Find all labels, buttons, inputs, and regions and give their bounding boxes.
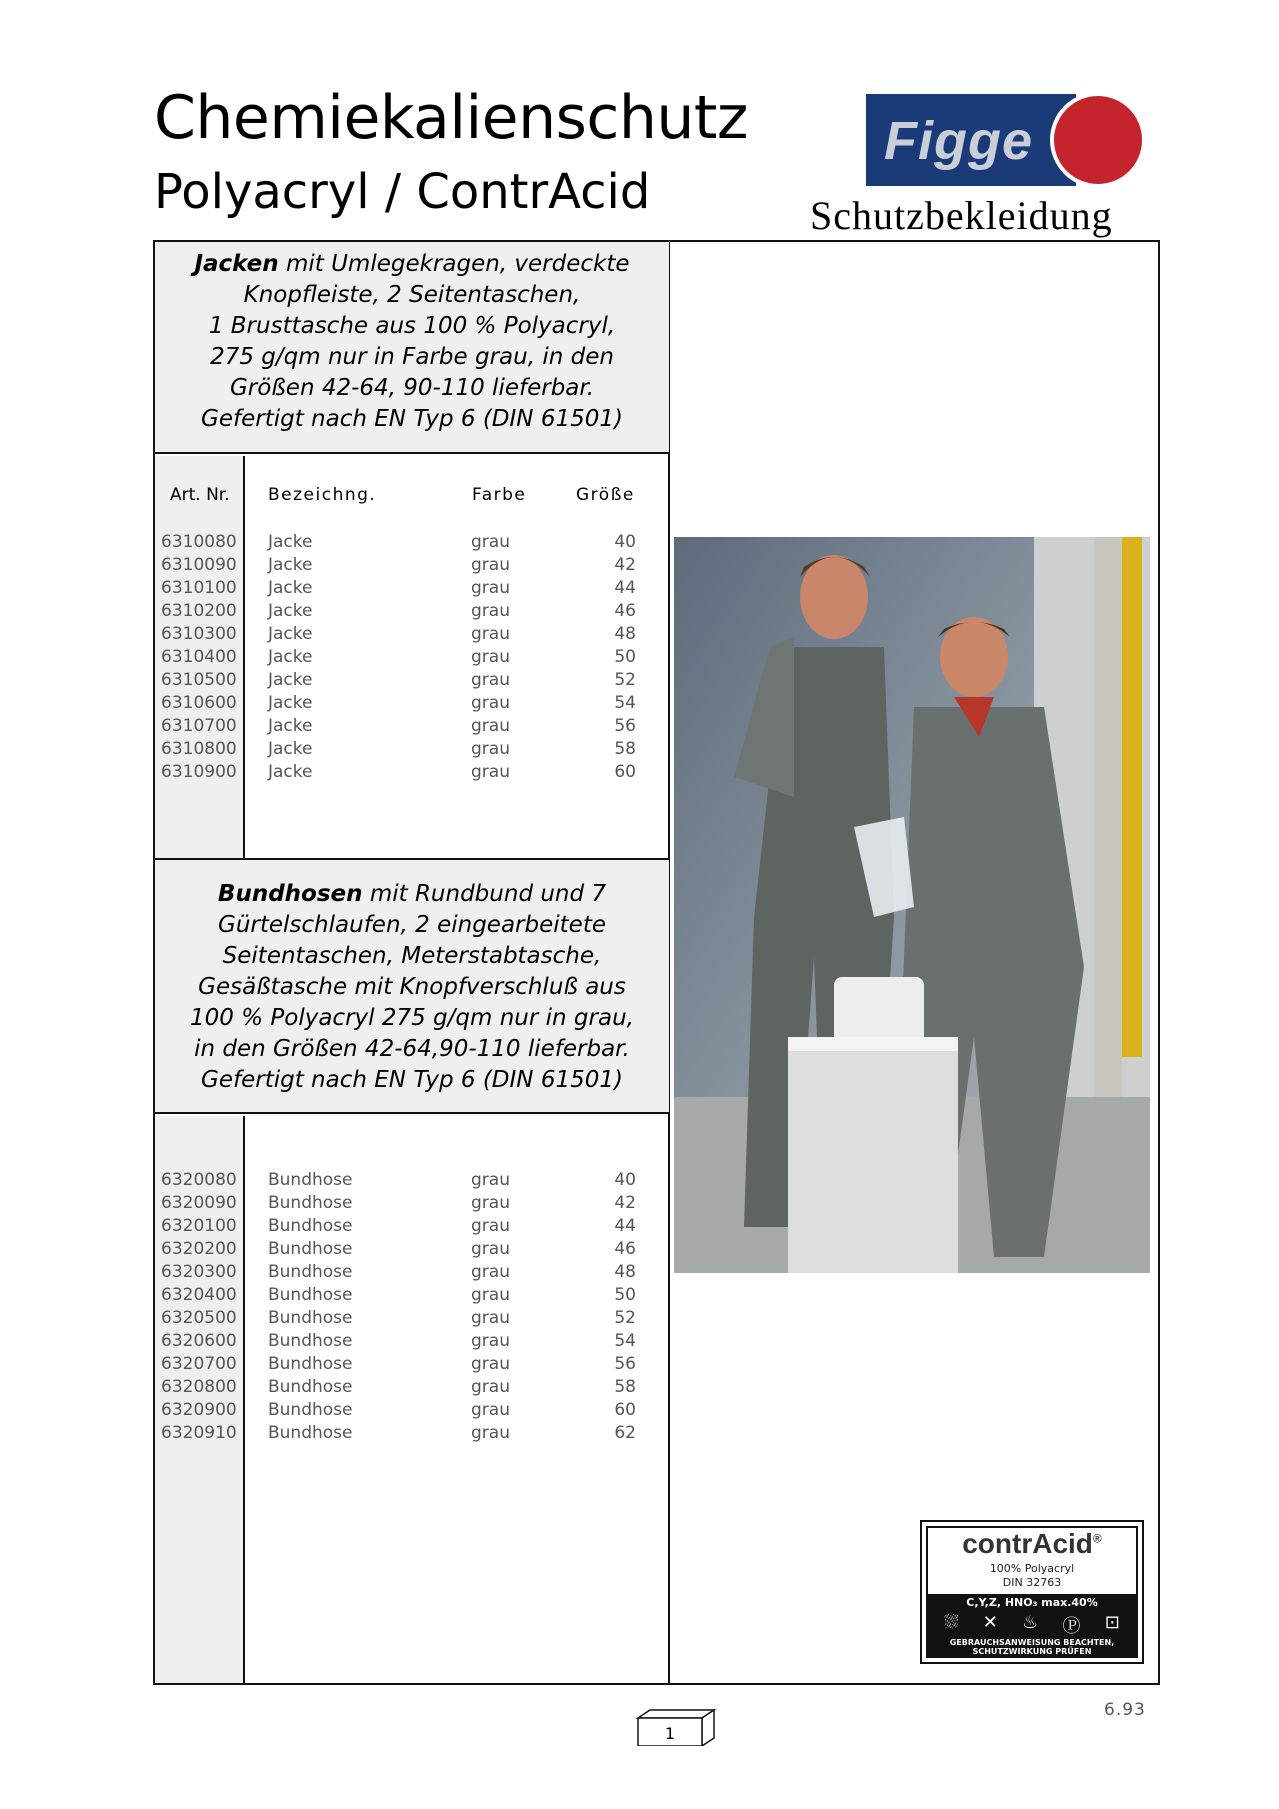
table-row [0, 1193, 660, 1216]
bezeichnung: Bundhose [268, 1423, 353, 1443]
badge-chemicals: C,Y,Z, HNO₃ max.40% [966, 1596, 1098, 1609]
bundhosen-desc-bold: Bundhosen [217, 881, 363, 907]
bezeichnung: Bundhose [268, 1170, 353, 1190]
table-row [0, 1262, 660, 1285]
page-title: Chemiekalienschutz [154, 83, 748, 153]
bezeichnung: Bundhose [268, 1262, 353, 1282]
groesse: 54 [614, 1331, 636, 1351]
groesse: 48 [614, 624, 636, 644]
art-nr: 6320080 [161, 1170, 237, 1190]
groesse: 50 [614, 647, 636, 667]
art-nr: 6320300 [161, 1262, 237, 1282]
bezeichnung: Bundhose [268, 1354, 353, 1374]
groesse: 42 [614, 555, 636, 575]
table-row [0, 647, 660, 670]
groesse: 50 [614, 1285, 636, 1305]
groesse: 58 [614, 1377, 636, 1397]
table-row [0, 1354, 660, 1377]
art-nr: 6310400 [161, 647, 237, 667]
farbe: grau [471, 647, 510, 667]
farbe: grau [471, 578, 510, 598]
jacken-desc-line-1-rest: mit Umlegekragen, verdeckte [278, 251, 630, 277]
art-nr: 6320800 [161, 1377, 237, 1397]
groesse: 42 [614, 1193, 636, 1213]
groesse: 46 [614, 601, 636, 621]
logo-red-circle [1050, 92, 1146, 188]
farbe: grau [471, 1239, 510, 1259]
wash-40-icon: ⛆ [944, 1612, 959, 1633]
logo-tagline: Schutzbekleidung [810, 193, 1113, 238]
groesse: 44 [614, 1216, 636, 1236]
groesse: 52 [614, 670, 636, 690]
column-header-art: Art. Nr. [170, 485, 230, 505]
groesse: 44 [614, 578, 636, 598]
table-row [0, 1285, 660, 1308]
table-row [0, 716, 660, 739]
column-header-farbe: Farbe [472, 485, 527, 505]
bezeichnung: Jacke [268, 624, 313, 644]
bezeichnung: Jacke [268, 555, 313, 575]
badge-brand-text: contrAcid [962, 1528, 1093, 1559]
badge-material: 100% Polyacryl [989, 1562, 1075, 1575]
bundhosen-desc-line: Gürtelschlaufen, 2 eingearbeitete [218, 912, 606, 938]
bundhosen-desc-line: Gesäßtasche mit Knopfverschluß aus [198, 974, 626, 1000]
farbe: grau [471, 1216, 510, 1236]
table-row [0, 1400, 660, 1423]
farbe: grau [471, 624, 510, 644]
bundhosen-description [155, 858, 669, 1114]
art-nr: 6320500 [161, 1308, 237, 1328]
groesse: 52 [614, 1308, 636, 1328]
badge-registered-mark: ® [1092, 1531, 1102, 1546]
bezeichnung: Bundhose [268, 1377, 353, 1397]
art-nr: 6310100 [161, 578, 237, 598]
groesse: 56 [614, 1354, 636, 1374]
groesse: 62 [614, 1423, 636, 1443]
page-number-box [634, 1706, 716, 1746]
table-row [0, 739, 660, 762]
jacken-desc-line: 1 Brusttasche aus 100 % Polyacryl, [208, 313, 616, 339]
jacken-desc-line-1 [155, 249, 669, 280]
bezeichnung: Jacke [268, 716, 313, 736]
bezeichnung: Jacke [268, 647, 313, 667]
groesse: 58 [614, 739, 636, 759]
column-header-groesse: Größe [576, 485, 635, 505]
art-nr: 6310800 [161, 739, 237, 759]
groesse: 60 [614, 1400, 636, 1420]
table-row [0, 1331, 660, 1354]
bundhosen-desc-line-1 [155, 879, 669, 910]
bezeichnung: Bundhose [268, 1216, 353, 1236]
edition-date: 6.93 [1104, 1700, 1146, 1720]
workers-photo-illustration [674, 537, 1150, 1273]
art-nr: 6310600 [161, 693, 237, 713]
table-row [0, 1423, 660, 1446]
column-header-bezeichnung: Bezeichng. [268, 485, 377, 505]
jacken-description [155, 242, 669, 454]
bundhosen-desc-line: Gefertigt nach EN Typ 6 (DIN 61501) [201, 1067, 623, 1093]
bundhosen-desc-line: Seitentaschen, Meterstabtasche, [222, 943, 602, 969]
jacken-desc-line: Knopfleiste, 2 Seitentaschen, [243, 282, 581, 308]
figge-logo [866, 92, 1146, 188]
bundhosen-desc-line-1-rest: mit Rundbund und 7 [362, 881, 607, 907]
farbe: grau [471, 601, 510, 621]
badge-note-line-1: GEBRAUCHSANWEISUNG BEACHTEN, [949, 1638, 1115, 1647]
art-nr: 6310900 [161, 762, 237, 782]
table-row [0, 555, 660, 578]
badge-care-panel [926, 1594, 1138, 1658]
farbe: grau [471, 1331, 510, 1351]
art-nr: 6320400 [161, 1285, 237, 1305]
groesse: 46 [614, 1239, 636, 1259]
table-row [0, 601, 660, 624]
farbe: grau [471, 693, 510, 713]
farbe: grau [471, 1308, 510, 1328]
bezeichnung: Jacke [268, 578, 313, 598]
table-row [0, 578, 660, 601]
logo-blue-block [866, 94, 1076, 186]
art-nr: 6310080 [161, 532, 237, 552]
farbe: grau [471, 1423, 510, 1443]
groesse: 54 [614, 693, 636, 713]
bezeichnung: Bundhose [268, 1331, 353, 1351]
bezeichnung: Bundhose [268, 1400, 353, 1420]
art-nr: 6320200 [161, 1239, 237, 1259]
table-row [0, 1170, 660, 1193]
farbe: grau [471, 1170, 510, 1190]
bezeichnung: Bundhose [268, 1239, 353, 1259]
art-nr: 6310500 [161, 670, 237, 690]
no-bleach-icon: ✕ [982, 1612, 998, 1633]
farbe: grau [471, 762, 510, 782]
table-row [0, 693, 660, 716]
table-row [0, 762, 660, 785]
art-nr: 6320700 [161, 1354, 237, 1374]
farbe: grau [471, 1262, 510, 1282]
bundhosen-desc-line: in den Größen 42-64,90-110 lieferbar. [194, 1036, 630, 1062]
groesse: 60 [614, 762, 636, 782]
table-row [0, 624, 660, 647]
groesse: 48 [614, 1262, 636, 1282]
jacken-desc-bold: Jacken [194, 251, 279, 277]
art-nr: 6310700 [161, 716, 237, 736]
tumble-dry-icon: ⊡ [1104, 1612, 1120, 1633]
bezeichnung: Jacke [268, 739, 313, 759]
contracid-label [920, 1520, 1144, 1664]
badge-note [926, 1638, 1138, 1656]
bezeichnung: Bundhose [268, 1285, 353, 1305]
badge-brand [922, 1528, 1142, 1560]
art-nr: 6320090 [161, 1193, 237, 1213]
farbe: grau [471, 1377, 510, 1397]
farbe: grau [471, 1285, 510, 1305]
art-nr: 6310300 [161, 624, 237, 644]
farbe: grau [471, 1354, 510, 1374]
page-number: 1 [664, 1724, 676, 1743]
table-row [0, 670, 660, 693]
art-nr: 6310200 [161, 601, 237, 621]
farbe: grau [471, 716, 510, 736]
bezeichnung: Jacke [268, 670, 313, 690]
jacken-desc-line: Größen 42-64, 90-110 lieferbar. [229, 375, 595, 401]
product-photo [674, 537, 1150, 1273]
bezeichnung: Bundhose [268, 1308, 353, 1328]
bundhosen-desc-line: 100 % Polyacryl 275 g/qm nur in grau, [190, 1005, 634, 1031]
badge-note-line-2: SCHUTZWIRKUNG PRÜFEN [972, 1647, 1092, 1656]
farbe: grau [471, 532, 510, 552]
bezeichnung: Bundhose [268, 1193, 353, 1213]
farbe: grau [471, 555, 510, 575]
jacken-desc-line: Gefertigt nach EN Typ 6 (DIN 61501) [201, 406, 623, 432]
table-row [0, 1308, 660, 1331]
table-row [0, 1239, 660, 1262]
badge-din: DIN 32763 [1002, 1576, 1062, 1589]
groesse: 40 [614, 532, 636, 552]
iron-icon: ♨ [1022, 1612, 1039, 1633]
dryclean-p-icon: Ⓟ [1062, 1616, 1081, 1637]
farbe: grau [471, 670, 510, 690]
page-subtitle: Polyacryl / ContrAcid [154, 164, 651, 220]
table-row [0, 1216, 660, 1239]
farbe: grau [471, 739, 510, 759]
farbe: grau [471, 1193, 510, 1213]
table-row [0, 1377, 660, 1400]
art-nr: 6320600 [161, 1331, 237, 1351]
farbe: grau [471, 1400, 510, 1420]
page-box-icon [634, 1706, 716, 1746]
groesse: 40 [614, 1170, 636, 1190]
bezeichnung: Jacke [268, 693, 313, 713]
art-nr: 6320910 [161, 1423, 237, 1443]
care-icons [932, 1612, 1132, 1636]
art-nr: 6310090 [161, 555, 237, 575]
groesse: 56 [614, 716, 636, 736]
jacken-desc-line: 275 g/qm nur in Farbe grau, in den [210, 344, 614, 370]
art-nr: 6320900 [161, 1400, 237, 1420]
logo-wordmark: Figge [884, 111, 1033, 171]
art-nr: 6320100 [161, 1216, 237, 1236]
table-row [0, 532, 660, 555]
bezeichnung: Jacke [268, 532, 313, 552]
bezeichnung: Jacke [268, 601, 313, 621]
bezeichnung: Jacke [268, 762, 313, 782]
